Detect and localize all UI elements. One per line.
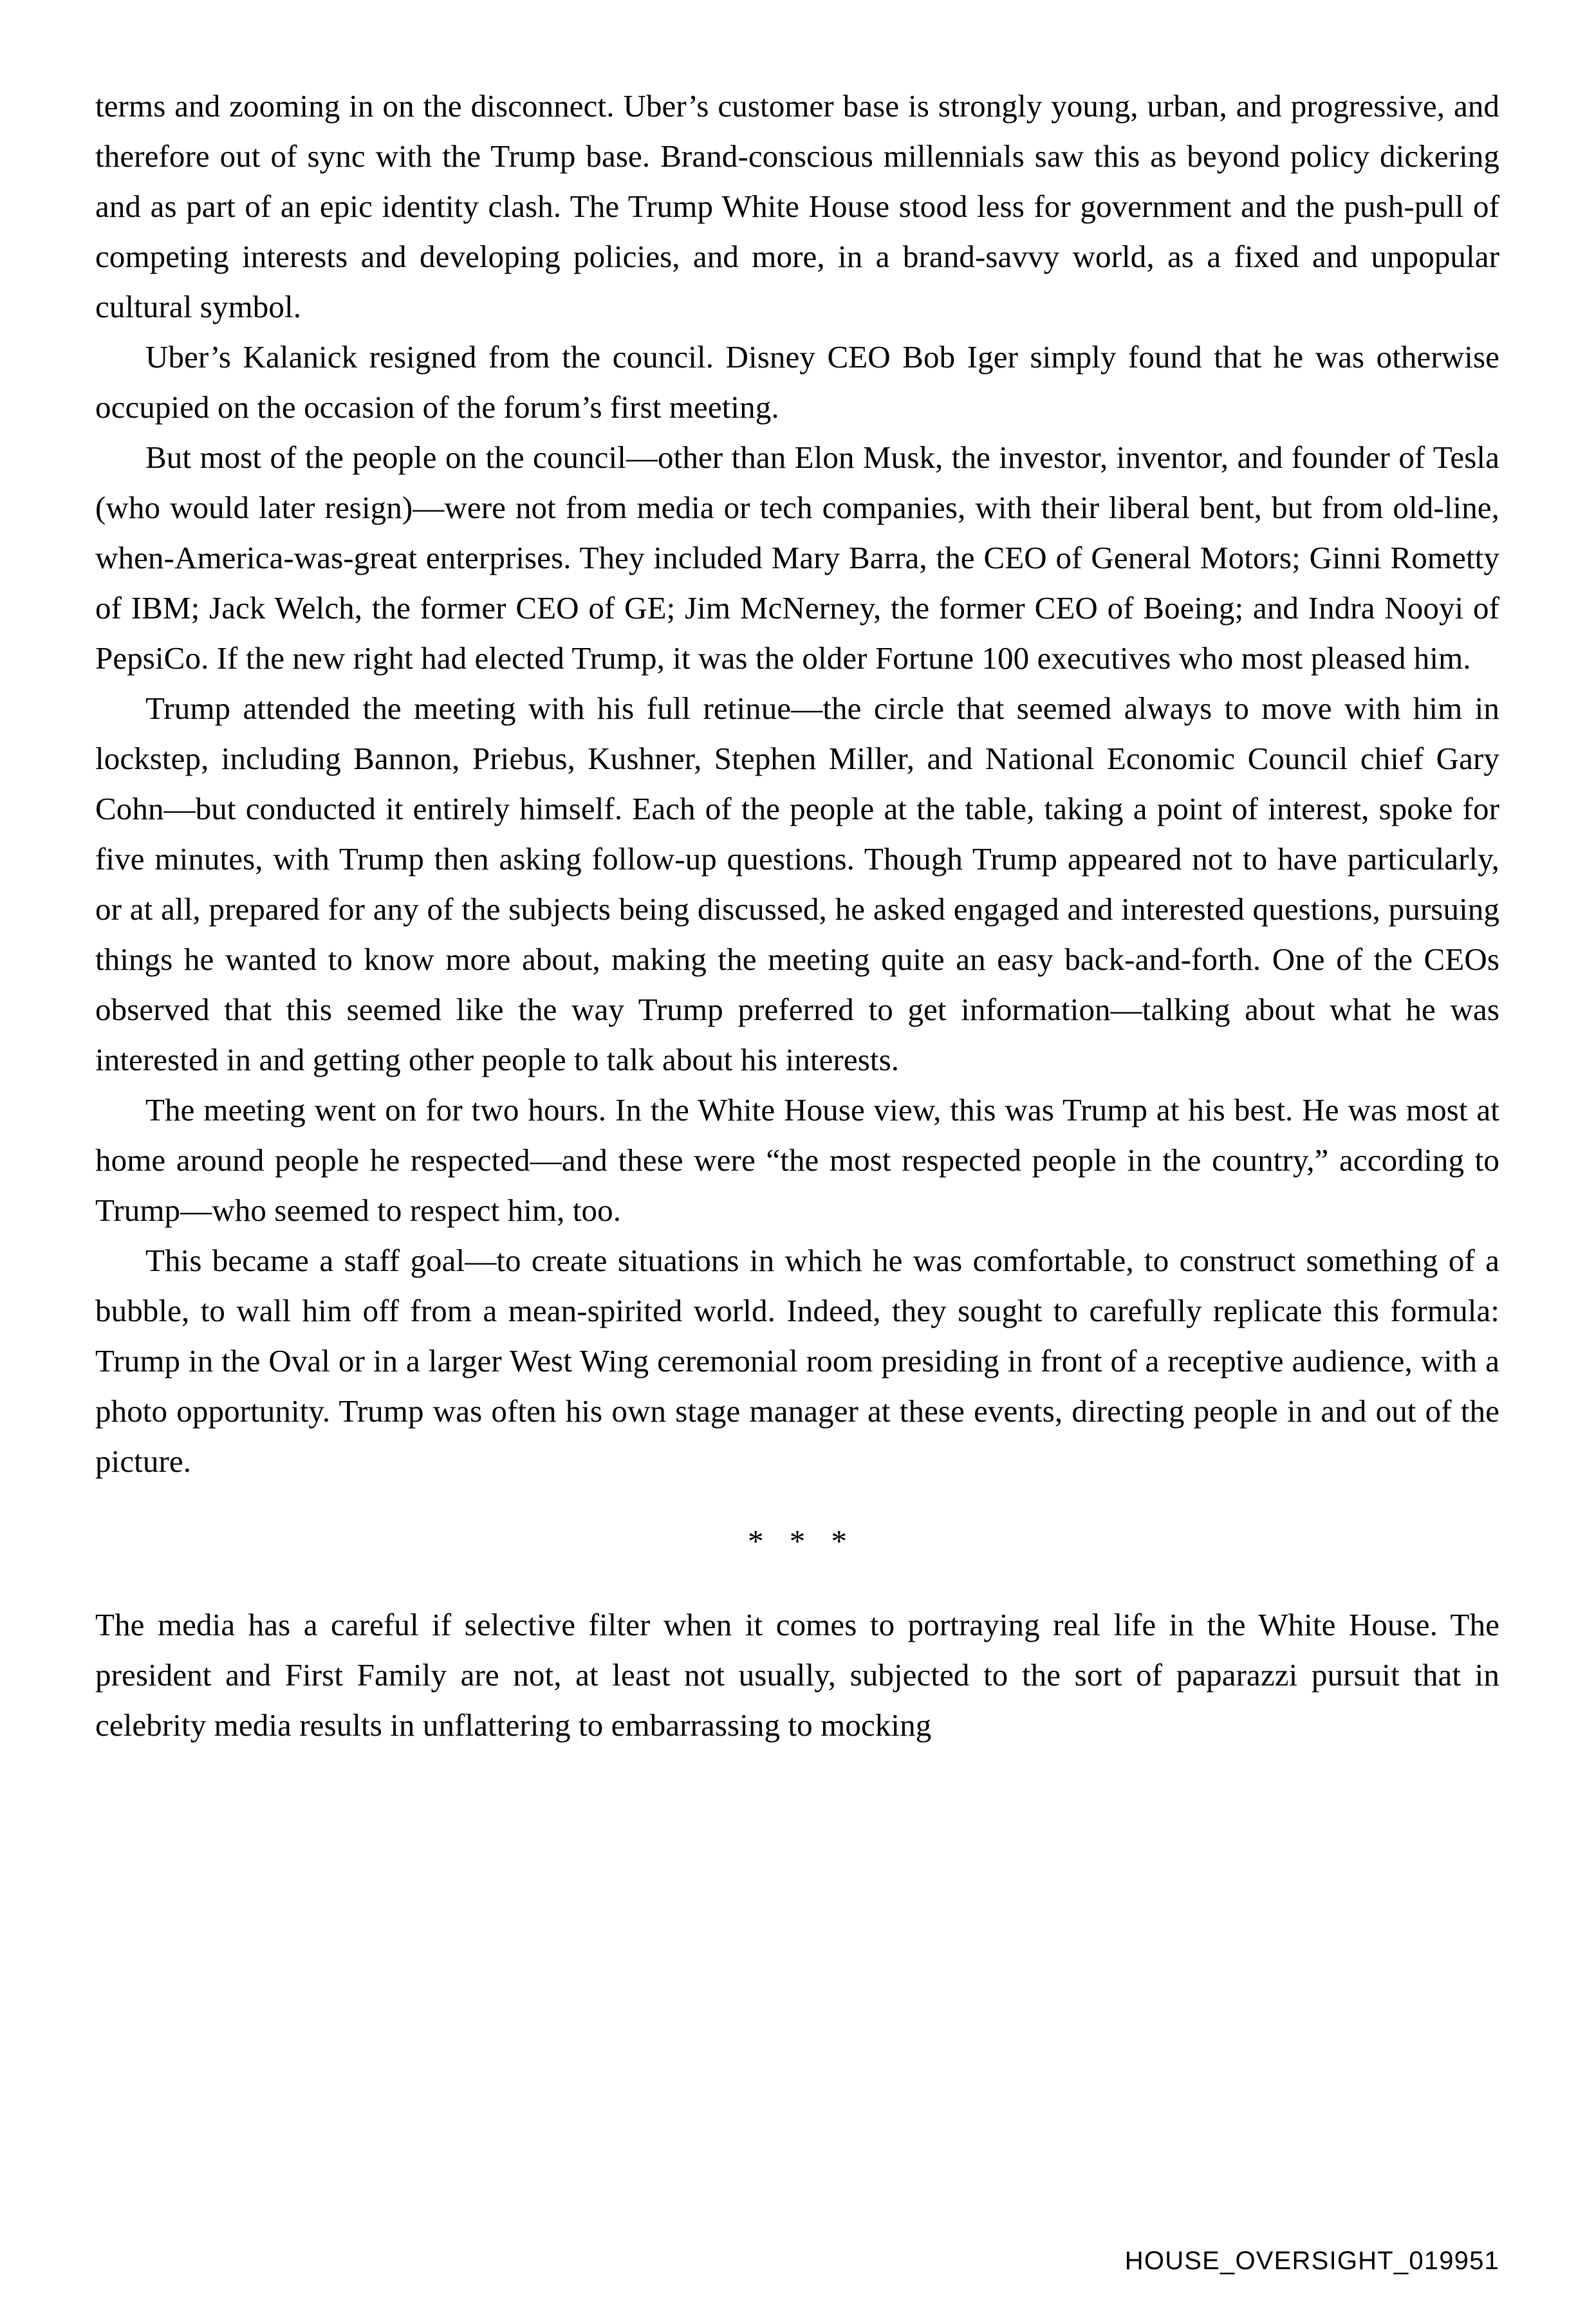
paragraph-kalanick: Uber’s Kalanick resigned from the council. Disney CEO Bob Iger simply found that he was otherwise occupied on the occasion of the forum’s first meeting. <box>95 339 1499 425</box>
paragraph-council-members: But most of the people on the council—other than Elon Musk, the investor, inventor, and founder of Tesla (who would later resign)—were not from media or tech companies, with their liberal bent, but from old-line, when-America-was-great enterprises. They included Mary Barra, the CEO of General Motors; Ginni Rometty of IBM; Jack Welch, the former CEO of GE; Jim McNerney, the former CEO of Boeing; and Indra Nooyi of PepsiCo. If the new right had elected Trump, it was the older Fortune 100 executives who most pleased him. <box>95 440 1499 676</box>
paragraph-staff-goal: This became a staff goal—to create situations in which he was comfortable, to construct something of a bubble, to wall him off from a mean-spirited world. Indeed, they sought to carefully replicate this formula: Trump in the Oval or in a larger West Wing ceremonial room presiding in front of a receptive audience, with a photo opportunity. Trump was often his own stage manager at these events, directing people in and out of the picture. <box>95 1243 1499 1479</box>
text-column <box>95 81 1499 1750</box>
paragraph-continued: terms and zooming in on the disconnect. Uber’s customer base is strongly young, urban, and progressive, and therefore out of sync with the Trump base. Brand-conscious millennials saw this as beyond policy dickering and as part of an epic identity clash. The Trump White House stood less for government and the push-pull of competing interests and developing policies, and more, in a brand-savvy world, as a fixed and unpopular cultural symbol. <box>95 88 1499 324</box>
paragraph-two-hours: The meeting went on for two hours. In the White House view, this was Trump at his best. He was most at home around people he respected—and these were “the most respected people in the country,” according to Trump—who seemed to respect him, too. <box>95 1092 1499 1228</box>
section-divider: * * * <box>748 1523 856 1559</box>
paragraph-meeting-retinue: Trump attended the meeting with his full retinue—the circle that seemed always to move with him in lockstep, including Bannon, Priebus, Kushner, Stephen Miller, and National Economic Council chief Gary Cohn—but conducted it entirely himself. Each of the people at the table, taking a point of interest, spoke for five minutes, with Trump then asking follow-up questions. Though Trump appeared not to have particularly, or at all, prepared for any of the subjects being discussed, he asked engaged and interested questions, pursuing things he wanted to know more about, making the meeting quite an easy back-and-forth. One of the CEOs observed that this seemed like the way Trump preferred to get information—talking about what he was interested in and getting other people to talk about his interests. <box>95 691 1499 1077</box>
bates-number: HOUSE_OVERSIGHT_019951 <box>1124 2247 1499 2275</box>
paragraph-media-filter: The media has a careful if selective filter when it comes to portraying real life in the White House. The president and First Family are not, at least not usually, subjected to the sort of paparazzi pursuit that in celebrity media results in unflattering to embarrassing to mocking <box>95 1607 1499 1743</box>
